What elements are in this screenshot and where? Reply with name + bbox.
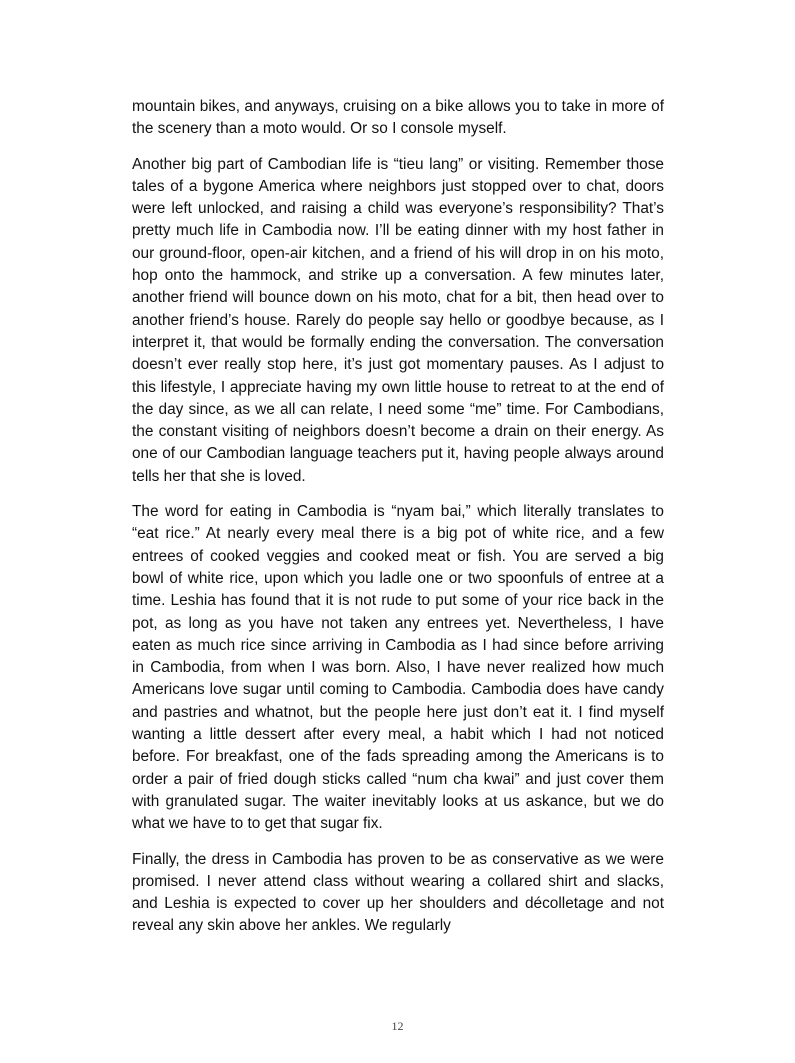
paragraph-dress: Finally, the dress in Cambodia has proven to be as conservative as we were promised. I never attend class without wearing a collared shirt and slacks, and Leshia is expected to cover up her shoulders and décolletage and not reveal any skin above her ankles. We regularly — [132, 850, 664, 935]
body-text — [132, 96, 664, 951]
paragraph-eating: The word for eating in Cambodia is “nyam bai,” which literally translates to “eat rice.” At nearly every meal there is a big pot of white rice, and a few entrees of cooked veggies and cooked meat or fish. You are served a big bowl of white rice, upon which you ladle one or two spoonfuls of entree at a time. Leshia has found that it is not rude to put some of your rice back in the pot, as long as you have not taken any entrees yet. Nevertheless, I have eaten as much rice since arriving in Cambodia as I had since before arriving in Cambodia, from when I was born. Also, I have never realized how much Americans love sugar until coming to Cambodia. Cambodia does have candy and pastries and whatnot, but the people here just don’t eat it. I find myself wanting a little dessert after every meal, a habit which I had not noticed before. For breakfast, one of the fads spreading among the Americans is to order a pair of fried dough sticks called “num cha kwai” and just cover them with granulated sugar. The waiter inevitably looks at us askance, but we do what we have to to get that sugar fix. — [132, 503, 664, 833]
paragraph-bike: mountain bikes, and anyways, cruising on a bike allows you to take in more of the scenery than a moto would. Or so I console myself. — [132, 98, 664, 138]
paragraph-visiting: Another big part of Cambodian life is “tieu lang” or visiting. Remember those tales of a bygone America where neighbors just stopped over to chat, doors were left unlocked, and raising a child was everyone’s responsibility? That’s pretty much life in Cambodia now. I’ll be eating dinner with my host father in our ground-floor, open-air kitchen, and a friend of his will drop in on his moto, hop onto the hammock, and strike up a conversation. A few minutes later, another friend will bounce down on his moto, chat for a bit, then head over to another friend’s house. Rarely do people say hello or goodbye because, as I interpret it, that would be formally ending the conversation. The conversation doesn’t ever really stop here, it’s just got momentary pauses. As I adjust to this lifestyle, I appreciate having my own little house to retreat to at the end of the day since, as we all can relate, I need some “me” time. For Cambodians, the constant visiting of neighbors doesn’t become a drain on their energy. As one of our Cambodian language teachers put it, having people always around tells her that she is loved. — [132, 155, 664, 485]
page-number: 12 — [391, 1019, 404, 1033]
